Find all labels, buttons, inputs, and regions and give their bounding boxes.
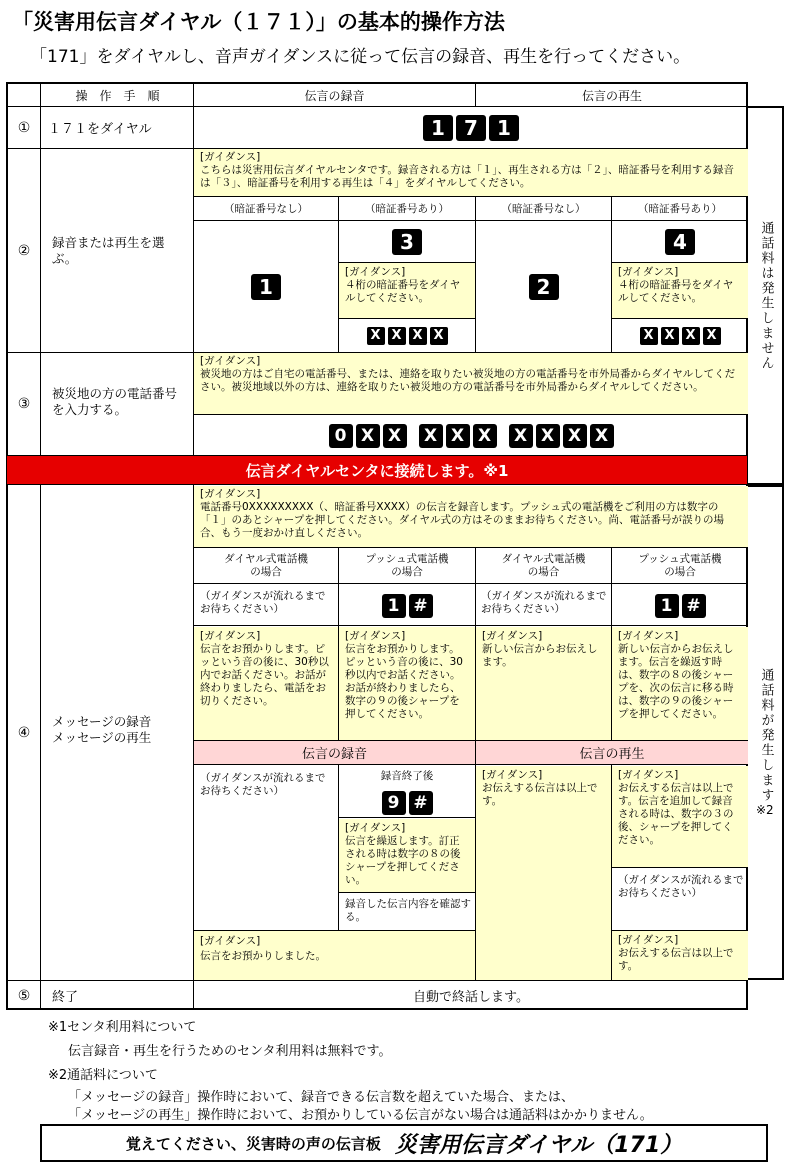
guidance-end-push: [ガイダンス] お伝えする伝言は以上です。伝言を追加して録音される時は、数字の３の後、シャープを押してください。: [612, 766, 748, 868]
footer-box: [40, 1124, 768, 1162]
connect-banner: 伝言ダイヤルセンタに接続します。※1: [7, 456, 747, 484]
key-record: 1: [251, 274, 281, 300]
side-charge-text: 通話料が発生します: [758, 667, 774, 803]
step-number-5: ⑤: [17, 987, 31, 1004]
push-keys-play: 1 #: [612, 585, 748, 626]
with-pin-label-rec: （暗証番号あり）: [365, 202, 449, 215]
footer-left-text: 覚えてください、災害時の声の伝言板: [125, 1134, 381, 1153]
wait-play-2: （ガイダンスが流れるまでお待ちください）: [618, 874, 744, 899]
step-number-1: ①: [17, 119, 31, 136]
guidance-select: [ガイダンス] こちらは災害用伝言ダイヤルセンタです。録音される方は「１」、再生される方は「２」、暗証番号を利用する録音は「３」、暗証番号を利用する再生は「４」をダイヤルしてください。: [194, 149, 748, 197]
step-label-4: メッセージの録音 メッセージの再生: [52, 714, 152, 745]
step-number-4: ④: [17, 725, 31, 741]
pin-keys-rec: X X X X: [339, 319, 475, 352]
with-pin-label-play: （暗証番号あり）: [638, 202, 722, 215]
after-record-label: 録音終了後: [380, 769, 434, 782]
dial-phone-rec: ダイヤル式電話機 の場合: [224, 553, 308, 578]
phone-number-keys: 0 X X X X X X X X X: [194, 416, 748, 455]
step-label-3: 被災地の方の電話番号を入力する。: [52, 386, 178, 417]
sub-header-play: 伝言の再生: [476, 740, 748, 765]
auto-hangup: 自動で終話します。: [413, 990, 529, 1005]
wait-rec: （ガイダンスが流れるまでお待ちください）: [200, 590, 326, 615]
guidance-end-dial: [ガイダンス] お伝えする伝言は以上です。: [476, 766, 611, 980]
key-7: 7: [456, 115, 486, 141]
pin-keys-play: X X X X: [612, 319, 748, 352]
push-phone-rec: プッシュ式電話機 の場合: [365, 553, 449, 578]
side-free-text: 通話料は発生しません: [758, 220, 774, 371]
guidance-push-play: [ガイダンス] 新しい伝言からお伝えします。伝言を繰返す時は、数字の８の後シャープを、次の伝言に移る時は、数字の９の後シャープを押してください。: [612, 627, 748, 740]
guidance-connected: [ガイダンス] 電話番号0XXXXXXXXX（、暗証番号XXXX）の伝言を録音します。プッシュ式の電話機をご利用の方は数字の「１」のあとシャープを押してください。ダイヤル式の方はそのままお待ちください。尚、電話番号が誤りの場合、もう一度おかけ直しください。: [194, 486, 748, 548]
note1-title: ※1センタ利用料について: [48, 1020, 197, 1035]
pin-guidance-play: [ガイダンス] ４桁の暗証番号をダイヤルしてください。: [612, 263, 748, 319]
push-phone-play: プッシュ式電話機 の場合: [638, 553, 722, 578]
step-label-1: １７１をダイヤル: [48, 122, 152, 137]
note2-title: ※2通話料について: [48, 1068, 158, 1083]
step-label-5: 終了: [52, 990, 79, 1005]
side-charge-note: ※2: [756, 803, 774, 817]
no-pin-label-rec: （暗証番号なし）: [224, 202, 308, 215]
guidance-phone: [ガイダンス] 被災地の方はご自宅の電話番号、または、連絡を取りたい被災地の方の電話番号を市外局番からダイヤルしてください。被災地域以外の方は、連絡を取りたい被災地の方の電話番号を市外局番からダイヤルしてください。: [194, 353, 748, 415]
key-record-pin: 3: [392, 229, 422, 255]
wait-play: （ガイダンスが流れるまでお待ちください）: [481, 590, 607, 615]
key-1: 1: [423, 115, 453, 141]
confirm-recording: 録音した伝言内容を確認する。: [345, 898, 471, 923]
footer-right-text: 災害用伝言ダイヤル（171）: [394, 1132, 683, 1158]
note1-body: 伝言録音・再生を行うためのセンタ利用料は無料です。: [68, 1044, 392, 1059]
page-subtitle: 「171」をダイヤルし、音声ガイダンスに従って伝言の録音、再生を行ってください。: [30, 47, 691, 67]
dial-171-keys: [194, 107, 748, 148]
no-pin-label-play: （暗証番号なし）: [501, 202, 586, 215]
guidance-repeat: [ガイダンス] 伝言を繰返します。訂正される時は数字の８の後シャープを押してください。: [339, 819, 475, 893]
header-steps: 操 作 手 順: [75, 88, 160, 103]
push-keys-rec: 1 #: [339, 585, 475, 626]
key-play-pin: 4: [665, 229, 695, 255]
step-number-2: ②: [17, 242, 31, 259]
guidance-stored: [ガイダンス] 伝言をお預かりしました。: [194, 930, 475, 980]
note2-line2: 「メッセージの再生」操作時において、お預かりしている伝言がない場合は通話料はかかりません。: [68, 1108, 653, 1123]
step-number-3: ③: [17, 396, 31, 412]
header-play: 伝言の再生: [581, 88, 642, 103]
header-record: 伝言の録音: [304, 88, 365, 103]
guidance-dial-rec: [ガイダンス] 伝言をお預かりします。ピッという音の後に、30秒以内でお話ください。お話が終わりましたら、電話をお切りください。: [194, 627, 338, 740]
key-1b: 1: [489, 115, 519, 141]
after-record-keys: 9 #: [339, 788, 475, 818]
step-label-2: 録音または再生を選ぶ。: [52, 235, 165, 266]
page-title: 「災害用伝言ダイヤル（１７１）」の基本的操作方法: [12, 10, 505, 34]
key-play: 2: [529, 274, 559, 300]
guidance-dial-play: [ガイダンス] 新しい伝言からお伝えします。: [476, 627, 611, 740]
dial-phone-play: ダイヤル式電話機 の場合: [501, 553, 586, 578]
guidance-push-rec: [ガイダンス] 伝言をお預かりします。ピッという音の後に、30秒以内でお話ください。お話が終わりましたら、数字の９の後シャープを押してください。: [339, 627, 475, 740]
wait-rec-2: （ガイダンスが流れるまでお待ちください）: [200, 772, 326, 797]
note2-line1: 「メッセージの録音」操作時において、録音できる伝言数を超えていた場合、または、: [68, 1090, 574, 1105]
pin-guidance-rec: [ガイダンス] ４桁の暗証番号をダイヤルしてください。: [339, 263, 475, 319]
sub-header-record: 伝言の録音: [194, 740, 475, 765]
guidance-end-push-2: [ガイダンス] お伝えする伝言は以上です。: [612, 930, 748, 980]
